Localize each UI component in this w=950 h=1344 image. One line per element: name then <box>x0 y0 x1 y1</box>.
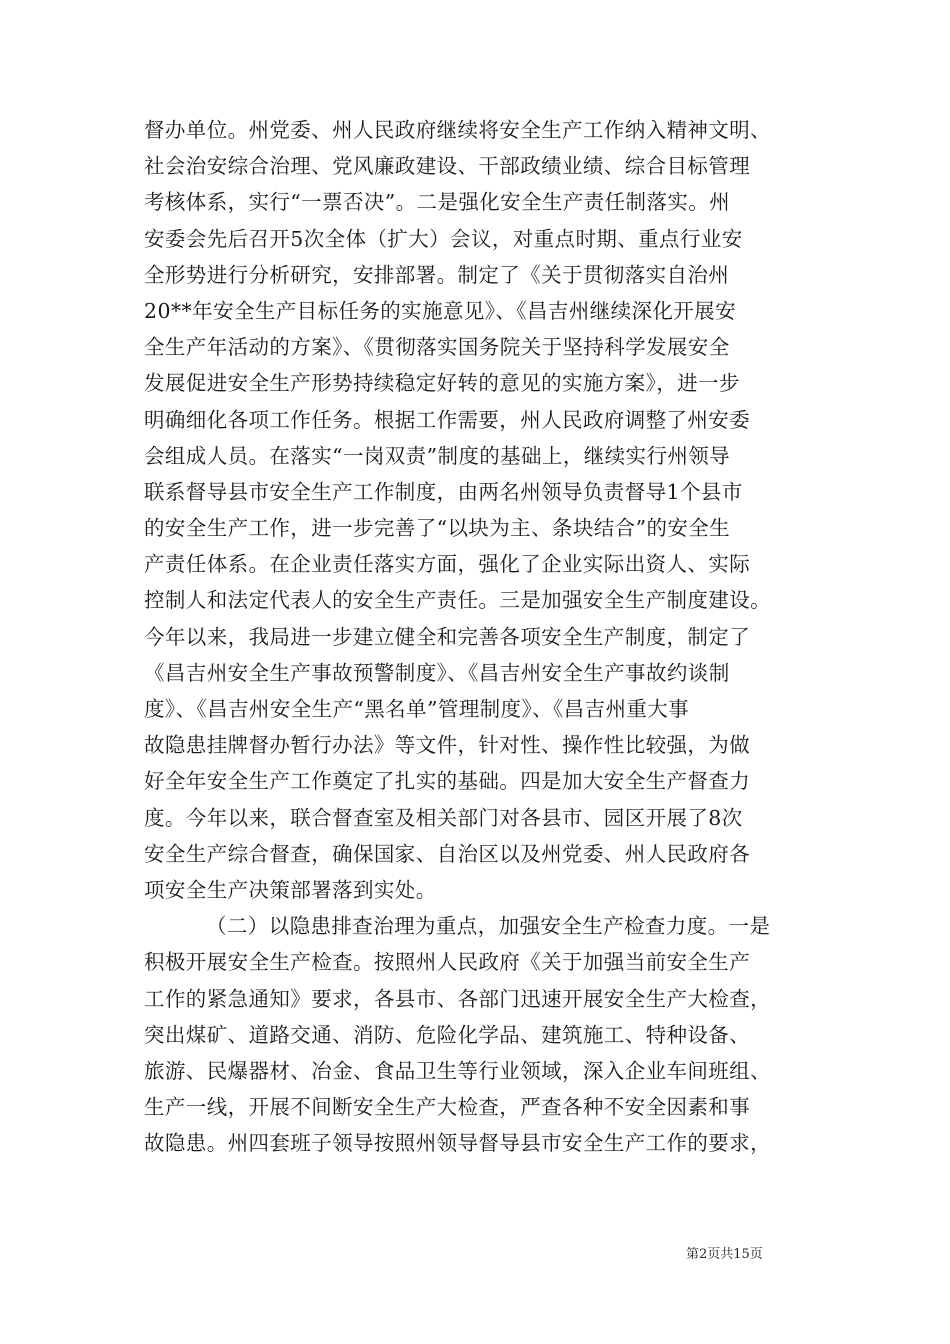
text-line: 的安全生产工作，进一步完善了“以块为主、条块结合”的安全生 <box>144 516 731 541</box>
text-line: 突出煤矿、道路交通、消防、危险化学品、建筑施工、特种设备、 <box>144 1022 751 1047</box>
text-line: 工作的紧急通知》要求，各县市、各部门迅速开展安全生产大检查， <box>144 986 771 1011</box>
text-line: 会组成人员。在落实“一岗双责”制度的基础上，继续实行州领导 <box>144 443 731 468</box>
text-line: 考核体系，实行“一票否决”。二是强化安全生产责任制落实。州 <box>144 190 731 215</box>
text-line: 督办单位。州党委、州人民政府继续将安全生产工作纳入精神文明、 <box>144 118 771 142</box>
text-line: 全形势进行分析研究，安排部署。制定了《关于贯彻落实自治州 <box>144 262 730 287</box>
text-line: 好全年安全生产工作奠定了扎实的基础。四是加大安全生产督查力 <box>144 769 751 794</box>
text-line: 度。今年以来，联合督查室及相关部门对各县市、园区开展了8次 <box>144 805 743 830</box>
text-line: 明确细化各项工作任务。根据工作需要，州人民政府调整了州安委 <box>144 407 751 432</box>
text-line: 《昌吉州安全生产事故预警制度》、《昌吉州安全生产事故约谈制 <box>144 660 730 685</box>
text-line: 度》、《昌吉州安全生产“黑名单”管理制度》、《昌吉州重大事 <box>144 697 690 721</box>
text-line: 联系督导县市安全生产工作制度，由两名州领导负责督导1个县市 <box>144 479 743 504</box>
text-line: 社会治安综合治理、党风廉政建设、干部政绩业绩、综合目标管理 <box>144 154 751 179</box>
text-line: 项安全生产决策部署落到实处。 <box>144 877 437 902</box>
text-line: 发展促进安全生产形势持续稳定好转的意见的实施方案》，进一步 <box>144 371 740 396</box>
text-line: 故隐患。州四套班子领导按照州领导督导县市安全生产工作的要求， <box>144 1131 771 1156</box>
text-line: 控制人和法定代表人的安全生产责任。三是加强安全生产制度建设。 <box>144 588 771 613</box>
text-line: 故隐患挂牌督办暂行办法》等文件，针对性、操作性比较强，为做 <box>144 733 751 758</box>
body-text <box>144 112 824 1161</box>
section-heading-line: （二）以隐患排查治理为重点，加强安全生产检查力度。一是 <box>206 914 771 939</box>
text-line: 全生产年活动的方案》、《贯彻落实国务院关于坚持科学发展安全 <box>144 335 730 360</box>
text-line: 今年以来，我局进一步建立健全和完善各项安全生产制度，制定了 <box>144 624 751 649</box>
text-line: 生产一线，开展不间断安全生产大检查，严查各种不安全因素和事 <box>144 1095 751 1120</box>
page-number: 第2页共15页 <box>686 1247 763 1262</box>
text-line: 安全生产综合督查，确保国家、自治区以及州党委、州人民政府各 <box>144 841 751 866</box>
text-line: 旅游、民爆器材、冶金、食品卫生等行业领域，深入企业车间班组、 <box>144 1058 771 1083</box>
text-line: 安委会先后召开5次全体（扩大）会议，对重点时期、重点行业安 <box>144 226 743 251</box>
text-line: 积极开展安全生产检查。按照州人民政府《关于加强当前安全生产 <box>144 950 751 975</box>
text-line: 20**年安全生产目标任务的实施意见》、《昌吉州继续深化开展安 <box>144 298 736 323</box>
text-line: 产责任体系。在企业责任落实方面，强化了企业实际出资人、实际 <box>144 552 751 577</box>
